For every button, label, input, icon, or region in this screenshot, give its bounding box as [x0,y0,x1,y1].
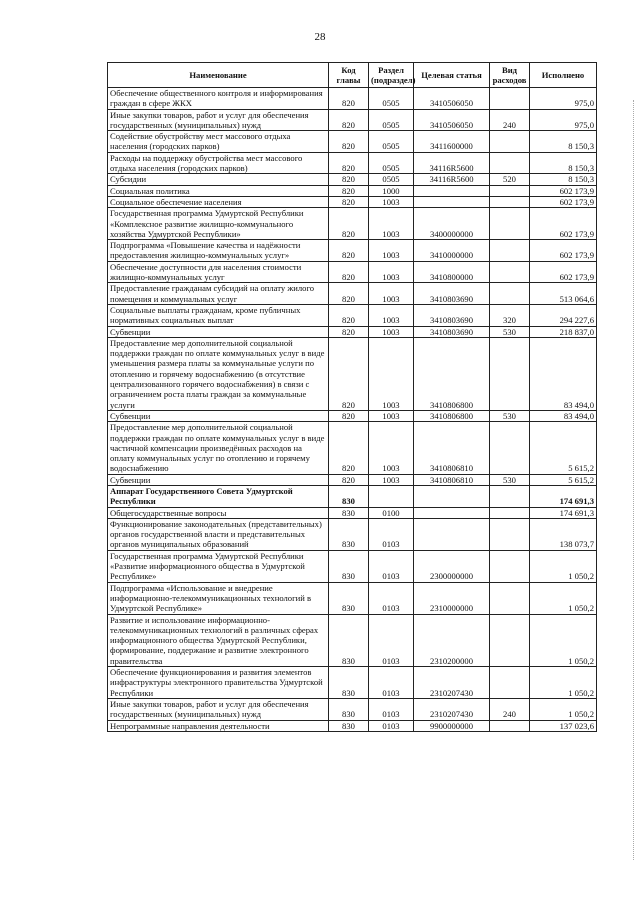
table-row [108,152,597,174]
cell-target: 2310000000 [414,582,490,614]
cell-code: 830 [329,550,369,582]
cell-target: 3410803690 [414,326,490,337]
cell-amount: 602 173,9 [530,261,597,283]
header-name: Наименование [108,63,329,88]
cell-name: Непрограммные направления деятельности [108,720,329,731]
cell-type: 530 [490,474,530,485]
cell-section: 0103 [369,582,414,614]
table-row [108,196,597,207]
table-row [108,614,597,666]
cell-code: 820 [329,474,369,485]
cell-name: Иные закупки товаров, работ и услуг для обеспечения государственных (муниципальных) нужд [108,109,329,131]
cell-target: 9900000000 [414,720,490,731]
cell-name: Подпрограмма «Использование и внедрение информационно-телекоммуникационных технологий в Удмуртской Республике» [108,582,329,614]
cell-type: 530 [490,326,530,337]
cell-code: 820 [329,185,369,196]
cell-code: 820 [329,304,369,326]
cell-amount: 8 150,3 [530,174,597,185]
cell-amount: 602 173,9 [530,208,597,240]
cell-name: Предоставление гражданам субсидий на оплату жилого помещения и коммунальных услуг [108,283,329,305]
cell-name: Аппарат Государственного Совета Удмуртской Республики [108,485,329,507]
table-row [108,261,597,283]
table-row [108,304,597,326]
cell-target: 2300000000 [414,550,490,582]
cell-code: 820 [329,283,369,305]
cell-section: 0505 [369,131,414,153]
cell-target: 3410806800 [414,337,490,410]
cell-code: 830 [329,507,369,518]
table-row [108,698,597,720]
table-row [108,410,597,421]
table-row [108,422,597,474]
header-executed: Исполнено [530,63,597,88]
cell-code: 820 [329,261,369,283]
cell-name: Общегосударственные вопросы [108,507,329,518]
cell-code: 820 [329,152,369,174]
cell-amount: 83 494,0 [530,337,597,410]
cell-section: 1000 [369,185,414,196]
page-number: 28 [314,31,326,43]
cell-code: 830 [329,720,369,731]
table-row [108,109,597,131]
cell-code: 820 [329,131,369,153]
cell-name: Подпрограмма «Повышение качества и надёжности предоставления жилищно-коммунальных услуг» [108,240,329,262]
cell-amount: 975,0 [530,109,597,131]
cell-amount: 5 615,2 [530,422,597,474]
cell-code: 830 [329,518,369,550]
cell-target [414,518,490,550]
cell-section [369,485,414,507]
cell-section: 0103 [369,698,414,720]
cell-target: 3410806810 [414,474,490,485]
table-header-row [108,63,597,88]
table-row [108,240,597,262]
cell-type [490,152,530,174]
cell-type: 240 [490,698,530,720]
cell-code: 820 [329,196,369,207]
cell-name: Предоставление мер дополнительной социальной поддержки граждан по оплате коммунальных услуг в виде уменьшения размера платы за коммунальные услуги по отоплению и горячему водоснабжению (в отсутствие централизованного горячего водоснабжения) в связи с ограничением роста платы граждан за коммунальные услуги [108,337,329,410]
cell-amount: 294 227,6 [530,304,597,326]
table-row [108,550,597,582]
cell-target: 2310200000 [414,614,490,666]
cell-section: 1003 [369,196,414,207]
cell-amount: 8 150,3 [530,131,597,153]
cell-code: 820 [329,337,369,410]
cell-target: 34116R5600 [414,174,490,185]
table-row [108,326,597,337]
cell-target: 3410803690 [414,283,490,305]
cell-type [490,422,530,474]
cell-name: Обеспечение функционирования и развития элементов инфраструктуры электронного правительства Удмуртской Республики [108,667,329,699]
cell-code: 820 [329,326,369,337]
cell-section: 1003 [369,261,414,283]
header-section: Раздел (подраздел) [369,63,414,88]
cell-type [490,507,530,518]
cell-amount: 602 173,9 [530,196,597,207]
cell-name: Развитие и использование информационно-телекоммуникационных технологий в различных сферах информационного общества Удмуртской Республики, формирование, поддержание и развитие электронного правительства [108,614,329,666]
cell-type [490,582,530,614]
table-row [108,518,597,550]
table-row [108,88,597,110]
margin-line [632,100,634,860]
cell-type [490,185,530,196]
cell-name: Субсидии [108,174,329,185]
cell-name: Расходы на поддержку обустройства мест массового отдыха населения (городских парков) [108,152,329,174]
table-row [108,185,597,196]
cell-amount: 174 691,3 [530,485,597,507]
cell-section: 0103 [369,614,414,666]
cell-type [490,240,530,262]
cell-section: 1003 [369,304,414,326]
cell-amount: 174 691,3 [530,507,597,518]
cell-name: Субвенции [108,326,329,337]
cell-section: 0103 [369,667,414,699]
cell-type [490,485,530,507]
table-row [108,208,597,240]
table-row [108,131,597,153]
cell-amount: 218 837,0 [530,326,597,337]
table-row [108,720,597,731]
cell-section: 1003 [369,208,414,240]
cell-code: 830 [329,698,369,720]
cell-amount: 137 023,6 [530,720,597,731]
cell-code: 820 [329,208,369,240]
cell-target: 3410506050 [414,88,490,110]
cell-name: Субвенции [108,474,329,485]
cell-code: 830 [329,667,369,699]
cell-type [490,208,530,240]
header-code: Код главы [329,63,369,88]
cell-target [414,485,490,507]
cell-amount: 602 173,9 [530,240,597,262]
cell-target: 3410000000 [414,240,490,262]
cell-name: Обеспечение общественного контроля и информирования граждан в сфере ЖКХ [108,88,329,110]
cell-target: 3410803690 [414,304,490,326]
cell-section: 1003 [369,410,414,421]
cell-type [490,337,530,410]
cell-amount: 5 615,2 [530,474,597,485]
cell-code: 820 [329,109,369,131]
cell-section: 1003 [369,326,414,337]
cell-amount: 1 050,2 [530,698,597,720]
cell-section: 1003 [369,283,414,305]
cell-code: 820 [329,88,369,110]
cell-amount: 602 173,9 [530,185,597,196]
cell-type [490,550,530,582]
cell-section: 1003 [369,474,414,485]
cell-name: Государственная программа Удмуртской Республики «Комплексное развитие жилищно-коммунального хозяйства Удмуртской Республики» [108,208,329,240]
cell-section: 0505 [369,88,414,110]
cell-name: Обеспечение доступности для населения стоимости жилищно-коммунальных услуг [108,261,329,283]
cell-section: 0100 [369,507,414,518]
cell-amount: 1 050,2 [530,550,597,582]
cell-code: 830 [329,614,369,666]
cell-code: 820 [329,422,369,474]
cell-target: 34116R5600 [414,152,490,174]
table-row [108,283,597,305]
cell-type [490,518,530,550]
cell-target: 2310207430 [414,667,490,699]
cell-type: 520 [490,174,530,185]
cell-name: Социальное обеспечение населения [108,196,329,207]
cell-target: 3410806810 [414,422,490,474]
cell-name: Социальные выплаты гражданам, кроме публичных нормативных социальных выплат [108,304,329,326]
cell-target: 2310207430 [414,698,490,720]
cell-name: Социальная политика [108,185,329,196]
cell-amount: 138 073,7 [530,518,597,550]
cell-type [490,720,530,731]
cell-code: 820 [329,174,369,185]
cell-name: Иные закупки товаров, работ и услуг для обеспечения государственных (муниципальных) нужд [108,698,329,720]
cell-type [490,131,530,153]
cell-code: 830 [329,582,369,614]
cell-code: 820 [329,410,369,421]
cell-amount: 513 064,6 [530,283,597,305]
cell-name: Предоставление мер дополнительной социальной поддержки граждан по оплате коммунальных услуг в виде частичной компенсации произведённых расходов на оплату коммунальных услуг по отоплению и горячему водоснабжению [108,422,329,474]
cell-section: 1003 [369,240,414,262]
cell-target [414,185,490,196]
cell-target [414,196,490,207]
cell-section: 1003 [369,337,414,410]
cell-target [414,507,490,518]
cell-amount: 1 050,2 [530,582,597,614]
cell-type: 240 [490,109,530,131]
table-row [108,474,597,485]
cell-amount: 83 494,0 [530,410,597,421]
table-row [108,174,597,185]
cell-name: Государственная программа Удмуртской Республики «Развитие информационного общества в Удмуртской Республике» [108,550,329,582]
cell-amount: 8 150,3 [530,152,597,174]
cell-section: 0505 [369,152,414,174]
cell-section: 0103 [369,518,414,550]
cell-section: 0103 [369,720,414,731]
table-row [108,667,597,699]
cell-type [490,88,530,110]
cell-code: 830 [329,485,369,507]
table-row [108,485,597,507]
header-type: Вид расходов [490,63,530,88]
cell-section: 0505 [369,109,414,131]
cell-type [490,667,530,699]
cell-target: 3410506050 [414,109,490,131]
cell-section: 0103 [369,550,414,582]
table-row [108,337,597,410]
budget-table [107,62,597,732]
cell-section: 0505 [369,174,414,185]
cell-type [490,261,530,283]
cell-name: Субвенции [108,410,329,421]
cell-type: 530 [490,410,530,421]
cell-amount: 1 050,2 [530,614,597,666]
cell-target: 3400000000 [414,208,490,240]
cell-target: 3410800000 [414,261,490,283]
cell-type [490,196,530,207]
table-row [108,582,597,614]
cell-section: 1003 [369,422,414,474]
cell-amount: 1 050,2 [530,667,597,699]
cell-name: Функционирование законодательных (представительных) органов государственной власти и представительных органов муниципальных образований [108,518,329,550]
table-body [108,88,597,732]
cell-type: 320 [490,304,530,326]
table-row [108,507,597,518]
cell-target: 3411600000 [414,131,490,153]
cell-type [490,283,530,305]
cell-name: Содействие обустройству мест массового отдыха населения (городских парков) [108,131,329,153]
cell-type [490,614,530,666]
cell-target: 3410806800 [414,410,490,421]
cell-amount: 975,0 [530,88,597,110]
cell-code: 820 [329,240,369,262]
header-target: Целевая статья [414,63,490,88]
